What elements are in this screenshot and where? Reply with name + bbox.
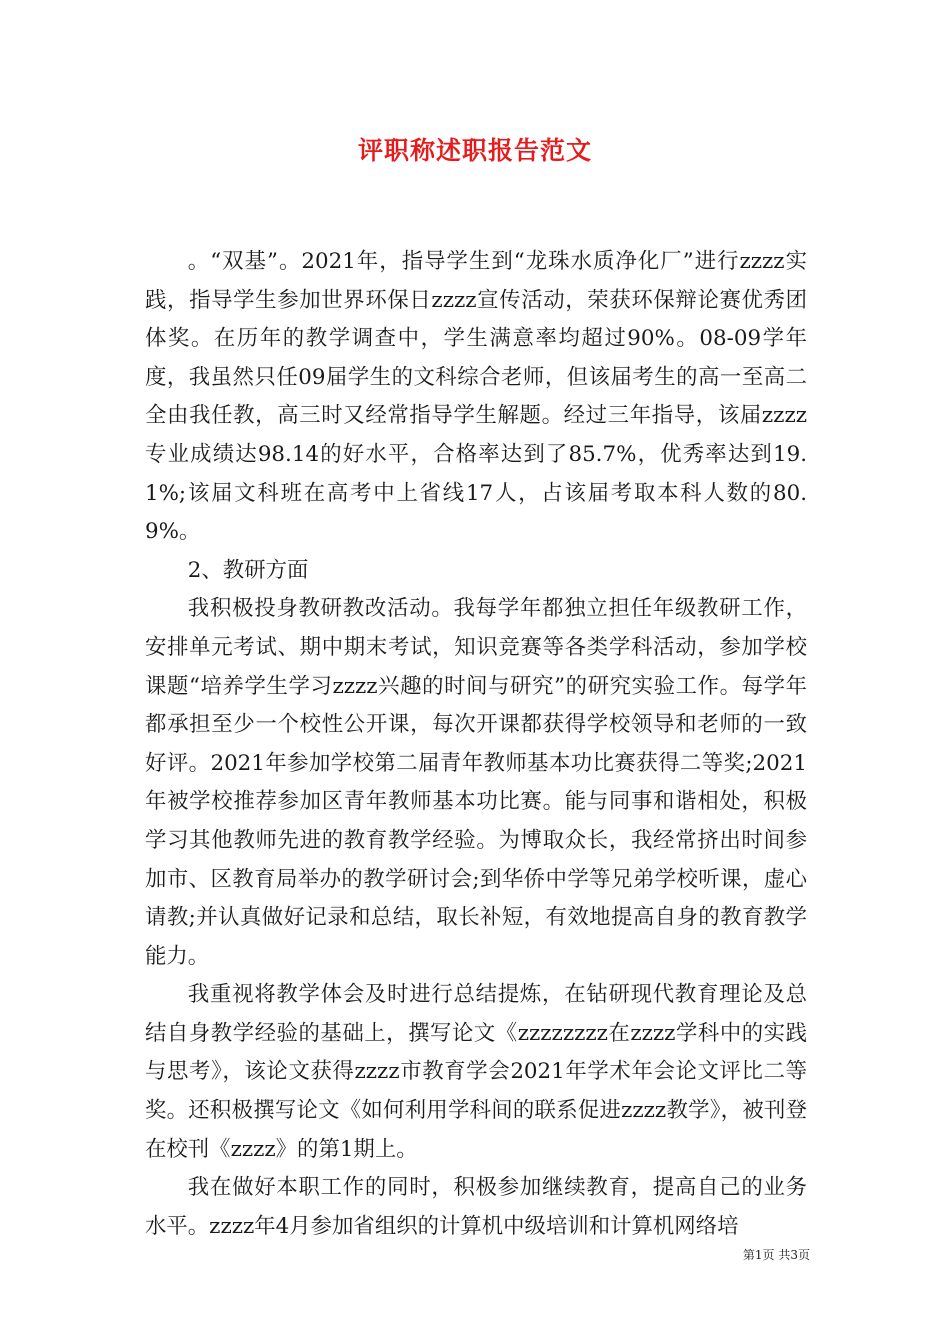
paragraph-teaching-research: 我积极投身教研教改活动。我每学年都独立担任年级教研工作，安排单元考试、期中期末考试，知识竞赛等各类学科活动，参加学校课题“培养学生学习zzzz兴趣的时间与研究”的研究实验工作。每学年都承担至少一个校性公开课，每次开课都获得学校领导和老师的一致好评。2021年参加学校第二届青年教师基本功比赛获得二等奖;2021年被学校推荐参加区青年教师基本功比赛。能与同事和谐相处，积极学习其他教师先进的教育教学经验。为博取众长，我经常挤出时间参加市、区教育局举办的教学研讨会;到华侨中学等兄弟学校听课，虚心请教;并认真做好记录和总结，取长补短，有效地提高自身的教育教学能力。 [145, 596, 807, 969]
document-body [145, 243, 807, 1246]
paragraph-papers: 我重视将教学体会及时进行总结提炼，在钻研现代教育理论及总结自身教学经验的基础上，撰写论文《zzzzzzzz在zzzz学科中的实践与思考》，该论文获得zzzz市教育学会2021年学术年会论文评比二等奖。还积极撰写论文《如何利用学科间的联系促进zzzz教学》，被刊登在校刊《zzzz》的第1期上。 [145, 982, 807, 1162]
document-title: 评职称述职报告范文 [357, 136, 592, 165]
section-heading-teaching-research: 2、教研方面 [187, 557, 309, 583]
paragraph-continuing-education: 我在做好本职工作的同时，积极参加继续教育，提高自己的业务水平。zzzz年4月参加省组织的计算机中级培训和计算机网络培 [145, 1175, 807, 1239]
page-number: 第1页 共3页 [742, 1248, 810, 1262]
paragraph-results: 。“双基”。2021年，指导学生到“龙珠水质净化厂”进行zzzz实践，指导学生参加世界环保日zzzz宣传活动，荣获环保辩论赛优秀团体奖。在历年的教学调查中，学生满意率均超过90%。08-09学年度，我虽然只任09届学生的文科综合老师，但该届考生的高一至高二全由我任教，高三时又经常指导学生解题。经过三年指导，该届zzzz专业成绩达98.14的好水平，合格率达到了85.7%，优秀率达到19.1%;该届文科班在高考中上省线17人，占该届考取本科人数的80.9%。 [145, 249, 807, 545]
